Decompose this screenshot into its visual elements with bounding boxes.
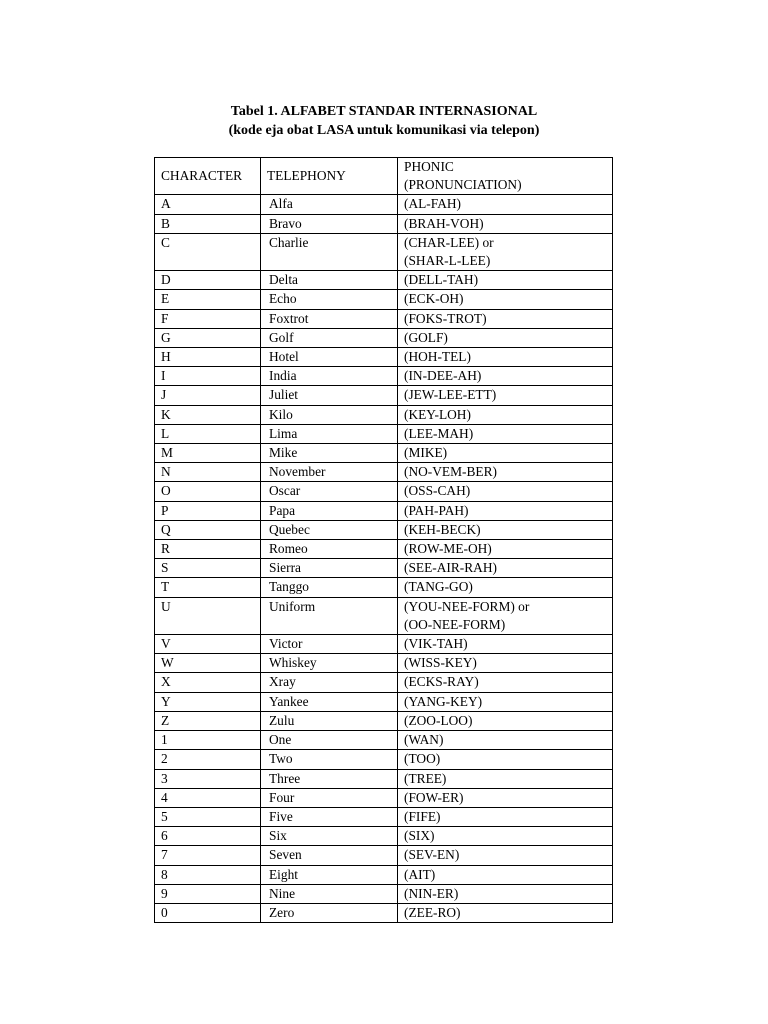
cell-phonic	[398, 846, 613, 865]
table-row	[155, 195, 613, 214]
table-header-row	[155, 158, 613, 195]
phonic-line: (ECK-OH)	[404, 291, 464, 307]
cell-phonic	[398, 501, 613, 520]
cell-phonic	[398, 520, 613, 539]
cell-character: J	[155, 386, 261, 405]
cell-telephony: Lima	[261, 424, 398, 443]
cell-telephony: Victor	[261, 635, 398, 654]
cell-telephony: Four	[261, 788, 398, 807]
cell-telephony: Juliet	[261, 386, 398, 405]
table-row	[155, 328, 613, 347]
phonic-line: (PAH-PAH)	[404, 502, 469, 518]
phonic-line: (ECKS-RAY)	[404, 674, 479, 690]
cell-phonic	[398, 405, 613, 424]
cell-telephony: Zero	[261, 903, 398, 922]
cell-telephony: Oscar	[261, 482, 398, 501]
cell-character: Z	[155, 711, 261, 730]
table-row	[155, 827, 613, 846]
cell-phonic	[398, 692, 613, 711]
header-phonic	[398, 158, 613, 195]
table-row	[155, 424, 613, 443]
cell-character: P	[155, 501, 261, 520]
table-row	[155, 788, 613, 807]
phonic-line: (SIX)	[404, 828, 435, 844]
header-character: CHARACTER	[155, 158, 261, 195]
cell-telephony: Foxtrot	[261, 309, 398, 328]
phonic-line: (WAN)	[404, 732, 444, 748]
table-row	[155, 348, 613, 367]
cell-character: 1	[155, 731, 261, 750]
phonic-line: (AL-FAH)	[404, 196, 462, 212]
phonic-line: (HOH-TEL)	[404, 349, 471, 365]
cell-phonic	[398, 271, 613, 290]
cell-phonic	[398, 654, 613, 673]
cell-phonic	[398, 788, 613, 807]
cell-phonic	[398, 769, 613, 788]
cell-telephony: November	[261, 463, 398, 482]
alphabet-table	[154, 157, 613, 923]
table-row	[155, 482, 613, 501]
cell-telephony: India	[261, 367, 398, 386]
cell-character: V	[155, 635, 261, 654]
cell-phonic	[398, 865, 613, 884]
cell-character: 8	[155, 865, 261, 884]
cell-phonic	[398, 482, 613, 501]
cell-phonic	[398, 424, 613, 443]
cell-telephony: Charlie	[261, 233, 398, 270]
cell-telephony: Romeo	[261, 540, 398, 559]
phonic-line: (FOKS-TROT)	[404, 310, 487, 326]
cell-telephony: Uniform	[261, 597, 398, 634]
phonic-line: (KEY-LOH)	[404, 406, 471, 422]
cell-character: U	[155, 597, 261, 634]
cell-telephony: Seven	[261, 846, 398, 865]
cell-character: 9	[155, 884, 261, 903]
phonic-line: (VIK-TAH)	[404, 636, 468, 652]
cell-character: E	[155, 290, 261, 309]
cell-character: M	[155, 444, 261, 463]
cell-phonic	[398, 367, 613, 386]
cell-character: K	[155, 405, 261, 424]
table-row	[155, 271, 613, 290]
table-row	[155, 903, 613, 922]
cell-phonic	[398, 597, 613, 634]
table-row	[155, 501, 613, 520]
phonic-line: (WISS-KEY)	[404, 655, 477, 671]
phonic-line: (TANG-GO)	[404, 579, 473, 595]
table-body	[155, 195, 613, 923]
cell-character: 0	[155, 903, 261, 922]
phonic-line: (OO-NEE-FORM)	[404, 616, 506, 632]
cell-character: L	[155, 424, 261, 443]
cell-telephony: Two	[261, 750, 398, 769]
cell-telephony: Whiskey	[261, 654, 398, 673]
table-row	[155, 769, 613, 788]
cell-character: O	[155, 482, 261, 501]
table-row	[155, 711, 613, 730]
cell-telephony: Three	[261, 769, 398, 788]
cell-phonic	[398, 827, 613, 846]
cell-phonic	[398, 540, 613, 559]
cell-phonic	[398, 386, 613, 405]
cell-phonic	[398, 463, 613, 482]
cell-phonic	[398, 444, 613, 463]
table-row	[155, 444, 613, 463]
phonic-line: (FOW-ER)	[404, 789, 464, 805]
phonic-line: (NIN-ER)	[404, 885, 459, 901]
cell-phonic	[398, 731, 613, 750]
table-row	[155, 386, 613, 405]
table-row	[155, 731, 613, 750]
phonic-line: (MIKE)	[404, 445, 448, 461]
header-phonic-line1: PHONIC	[404, 159, 454, 174]
table-subtitle: (kode eja obat LASA untuk komunikasi via telepon)	[228, 123, 540, 138]
phonic-line: (FIFE)	[404, 808, 441, 824]
phonic-line: (KEH-BECK)	[404, 521, 481, 537]
cell-phonic	[398, 214, 613, 233]
cell-character: G	[155, 328, 261, 347]
cell-character: S	[155, 559, 261, 578]
cell-character: Q	[155, 520, 261, 539]
cell-character: N	[155, 463, 261, 482]
header-phonic-line2: (PRONUNCIATION)	[404, 177, 522, 193]
cell-telephony: Xray	[261, 673, 398, 692]
phonic-line: (JEW-LEE-ETT)	[404, 387, 497, 403]
header-telephony: TELEPHONY	[261, 158, 398, 195]
cell-character: 4	[155, 788, 261, 807]
cell-phonic	[398, 309, 613, 328]
cell-telephony: Mike	[261, 444, 398, 463]
phonic-line: (AIT)	[404, 866, 436, 882]
cell-character: 5	[155, 807, 261, 826]
table-row	[155, 463, 613, 482]
cell-telephony: Nine	[261, 884, 398, 903]
phonic-line: (SEV-EN)	[404, 847, 460, 863]
cell-phonic	[398, 635, 613, 654]
cell-character: D	[155, 271, 261, 290]
table-row	[155, 214, 613, 233]
table-row	[155, 807, 613, 826]
phonic-line: (LEE-MAH)	[404, 425, 474, 441]
cell-character: 2	[155, 750, 261, 769]
cell-phonic	[398, 195, 613, 214]
cell-telephony: Eight	[261, 865, 398, 884]
cell-phonic	[398, 290, 613, 309]
cell-character: W	[155, 654, 261, 673]
cell-telephony: Quebec	[261, 520, 398, 539]
cell-character: B	[155, 214, 261, 233]
cell-telephony: Tanggo	[261, 578, 398, 597]
cell-phonic	[398, 711, 613, 730]
phonic-line: (SEE-AIR-RAH)	[404, 560, 497, 576]
cell-telephony: Alfa	[261, 195, 398, 214]
cell-character: R	[155, 540, 261, 559]
phonic-line: (IN-DEE-AH)	[404, 368, 482, 384]
cell-telephony: Hotel	[261, 348, 398, 367]
table-row	[155, 309, 613, 328]
cell-telephony: Sierra	[261, 559, 398, 578]
cell-character: C	[155, 233, 261, 270]
phonic-line: (NO-VEM-BER)	[404, 464, 497, 480]
phonic-line: (SHAR-L-LEE)	[404, 253, 491, 269]
cell-character: T	[155, 578, 261, 597]
phonic-line: (BRAH-VOH)	[404, 215, 484, 231]
table-row	[155, 884, 613, 903]
table-row	[155, 673, 613, 692]
phonic-line: (OSS-CAH)	[404, 483, 471, 499]
cell-character: I	[155, 367, 261, 386]
table-row	[155, 750, 613, 769]
table-title: Tabel 1. ALFABET STANDAR INTERNASIONAL	[230, 104, 538, 119]
cell-telephony: Bravo	[261, 214, 398, 233]
cell-character: Y	[155, 692, 261, 711]
table-row	[155, 865, 613, 884]
cell-telephony: One	[261, 731, 398, 750]
cell-telephony: Yankee	[261, 692, 398, 711]
table-row	[155, 846, 613, 865]
cell-telephony: Echo	[261, 290, 398, 309]
cell-character: F	[155, 309, 261, 328]
cell-phonic	[398, 807, 613, 826]
cell-phonic	[398, 750, 613, 769]
cell-telephony: Papa	[261, 501, 398, 520]
cell-character: 3	[155, 769, 261, 788]
table-row	[155, 559, 613, 578]
cell-phonic	[398, 328, 613, 347]
table-row	[155, 578, 613, 597]
cell-phonic	[398, 559, 613, 578]
cell-phonic	[398, 903, 613, 922]
cell-character: A	[155, 195, 261, 214]
cell-telephony: Delta	[261, 271, 398, 290]
table-row	[155, 290, 613, 309]
phonic-line: (ZOO-LOO)	[404, 712, 473, 728]
phonic-line: (TREE)	[404, 770, 447, 786]
table-row	[155, 367, 613, 386]
phonic-line: (YOU-NEE-FORM) or	[404, 598, 530, 614]
cell-character: H	[155, 348, 261, 367]
table-row	[155, 692, 613, 711]
table-row	[155, 635, 613, 654]
phonic-line: (ZEE-RO)	[404, 904, 461, 920]
cell-character: 7	[155, 846, 261, 865]
phonic-line: (TOO)	[404, 751, 441, 767]
table-row	[155, 654, 613, 673]
phonic-line: (DELL-TAH)	[404, 272, 479, 288]
phonic-line: (ROW-ME-OH)	[404, 541, 492, 557]
cell-telephony: Zulu	[261, 711, 398, 730]
phonic-line: (GOLF)	[404, 329, 448, 345]
table-row	[155, 520, 613, 539]
table-row	[155, 540, 613, 559]
phonic-line: (CHAR-LEE) or	[404, 234, 494, 250]
cell-phonic	[398, 233, 613, 270]
cell-telephony: Golf	[261, 328, 398, 347]
table-row	[155, 597, 613, 634]
cell-telephony: Kilo	[261, 405, 398, 424]
cell-telephony: Six	[261, 827, 398, 846]
cell-phonic	[398, 673, 613, 692]
cell-phonic	[398, 884, 613, 903]
table-row	[155, 405, 613, 424]
table-row	[155, 233, 613, 270]
cell-phonic	[398, 348, 613, 367]
cell-character: X	[155, 673, 261, 692]
cell-character: 6	[155, 827, 261, 846]
phonic-line: (YANG-KEY)	[404, 693, 483, 709]
cell-telephony: Five	[261, 807, 398, 826]
cell-phonic	[398, 578, 613, 597]
